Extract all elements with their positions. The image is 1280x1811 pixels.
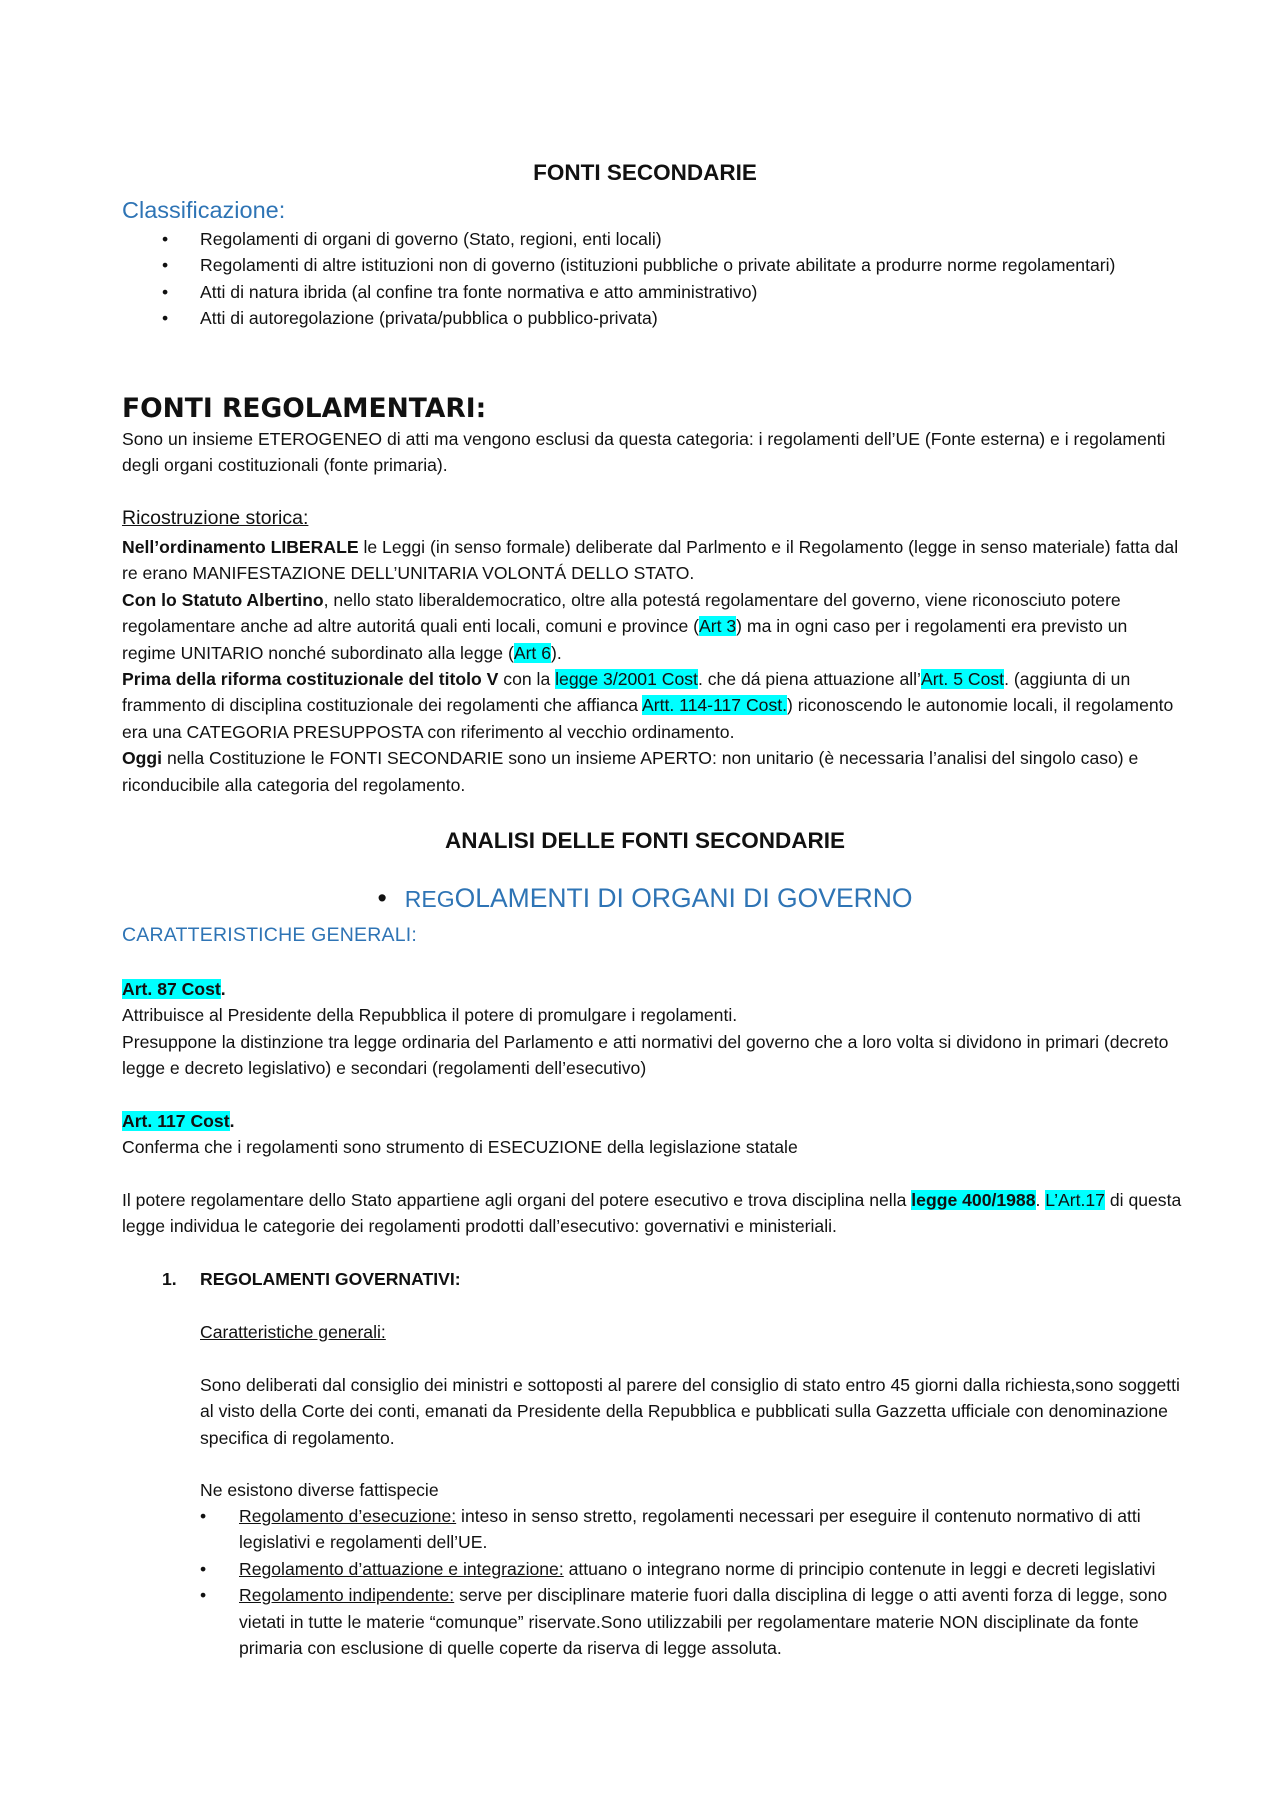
bullet-icon: • [162, 281, 169, 302]
bullet-icon: • [162, 229, 169, 249]
paragraph-oggi: Oggi nella Costituzione le FONTI SECONDARIE sono un insieme APERTO: non unitario (è necessaria l’analisi del singolo caso) e riconducibile alla categoria del regolamento. [122, 748, 1139, 795]
governativi-list [122, 1503, 1182, 1661]
highlight-legge-3-2001: legge 3/2001 Cost [555, 669, 698, 690]
highlight-artt-114-117: Artt. 114-117 Cost. [641, 695, 788, 716]
highlight-art3: Art 3 [699, 616, 737, 637]
highlight-art5: Art. 5 Cost [920, 669, 1005, 690]
bullet-icon: • [200, 1506, 207, 1526]
analisi-heading: ANALISI DELLE FONTI SECONDARIE [444, 828, 845, 853]
highlight-art6: Art 6 [513, 642, 551, 663]
art87-block: Art. 87 Cost. Attribuisce al Presidente della Repubblica il potere di promulgare i regolamenti. Presuppone la distinzione tra legge ordinaria del Parlamento e atti normativi del governo che a loro volta si dividono in primari (decreto legge e decreto legislativo) e secondari (regolamenti dell’esecutivo) [122, 976, 1182, 1082]
regolamenti-governo-heading: • REGOLAMENTI DI ORGANI DI GOVERNO [377, 883, 913, 913]
bullet-icon: • [162, 255, 169, 276]
art87-title: Art. 87 Cost. [122, 979, 226, 999]
bullet-icon: • [200, 1558, 207, 1579]
ricostruzione-body [122, 534, 1182, 798]
potere-regolamentare-paragraph: Il potere regolamentare dello Stato appartiene agli organi del potere esecutivo e trova disciplina nella legge 400/1988. L’Art.17 di questa legge individua le categorie dei regolamenti prodotti dall’esecutivo: governativi e ministeriali. [122, 1190, 1182, 1237]
classificazione-heading: Classificazione: [122, 197, 286, 223]
governativi-sub: Caratteristiche generali: [200, 1322, 386, 1342]
bullet-icon: • [162, 308, 169, 329]
paragraph-riforma: Prima della riforma costituzionale del titolo V con la legge 3/2001 Cost. che dá piena attuazione all’Art. 5 Cost. (aggiunta di un frammento di disciplina costituzionale dei regolamenti che affianca Artt. 114-117 Cost.) riconoscendo le autonomie locali, il regolamento era una CATEGORIA PRESUPPOSTA con riferimento al vecchio ordinamento. [122, 669, 1174, 742]
governativi-text: Sono deliberati dal consiglio dei ministri e sottoposti al parere del consiglio di stato entro 45 giorni dalla richiesta,sono soggetti al visto della Corte dei conti, emanati da Presidente della Repubblica e pubblicati sulla Gazzetta ufficiale con denominazione specifica di regolamento. [200, 1375, 1180, 1448]
list-item: • Regolamento indipendente: serve per disciplinare materie fuori dalla disciplina di legge o atti aventi forza di legge, sono vietati in tutte le materie “comunque” riservate.Sono utilizzabili per regolamentare materie NON disciplinate da fonte primaria con esclusione di quelle coperte da riserva di legge assoluta. [122, 1582, 1182, 1661]
art117-title: Art. 117 Cost. [122, 1111, 235, 1131]
bullet-icon: • [377, 883, 387, 913]
list-item: • Atti di autoregolazione (privata/pubblica o pubblico-privata) [122, 305, 1182, 331]
list-item: • Regolamenti di altre istituzioni non di governo (istituzioni pubbliche o private abilitate a produrre norme regolamentari) [122, 252, 1182, 278]
art117-block: Art. 117 Cost. Conferma che i regolamenti sono strumento di ESECUZIONE della legislazione statale [122, 1108, 1182, 1161]
paragraph-liberale: Nell’ordinamento LIBERALE le Leggi (in senso formale) deliberate dal Parlmento e il Regolamento (legge in senso materiale) fatta dal re erano MANIFESTAZIONE DELL’UNITARIA VOLONTÁ DELLO STATO. [122, 537, 1179, 584]
list-number: 1. [162, 1269, 177, 1289]
highlight-art17: L’Art.17 [1045, 1190, 1105, 1210]
highlight-legge-400-1988: legge 400/1988 [911, 1190, 1036, 1210]
fonti-regolamentari-heading: FONTI REGOLAMENTARI: [122, 393, 487, 424]
governativi-intro: Ne esistono diverse fattispecie [200, 1480, 439, 1500]
list-item: • Atti di natura ibrida (al confine tra fonte normativa e atto amministrativo) [122, 279, 1182, 305]
caratteristiche-generali-heading: CARATTERISTICHE GENERALI: [122, 924, 418, 946]
list-item: • Regolamento d’esecuzione: inteso in senso stretto, regolamenti necessari per eseguire il contenuto normativo di atti legislativi e regolamenti dell’UE. [122, 1503, 1182, 1556]
document-page: FONTI SECONDARIE Classificazione: • Regolamenti di organi di governo (Stato, regioni, enti locali) • Regolamenti di altre istituzioni non di governo (istituzioni pubbliche o private abilitate a produrre norme regolamentari) • Atti di natura ibrida (al confine tra fonte normativa e atto amministrativo) • Atti di autoregolazione (privata/pubblica o pubblico-privata) FONTI REGOLAMENTARI: Sono un insieme ETEROGENEO di atti ma vengono esclusi da questa categoria: i regolamenti dell’UE (Fonte esterna) e i regolamenti degli organi costituzionali (fonte primaria). Ricostruzione storica: Nell’ordinamento LIBERALE le Leggi (in senso formale) deliberate dal Parlmento e il Regolamento (legge in senso materiale) fatta dal re erano MANIFESTAZIONE DELL’UNITARIA VOLONTÁ DELLO STATO. Con lo Statuto Albertino, nello stato liberaldemocratico, oltre alla potestá regolamentare del governo, viene riconosciuto potere regolamentare anche ad altre autoritá quali enti locali, comuni e province (Art 3) ma in ogni caso per i regolamenti era previsto un regime UNITARIO nonché subordinato alla legge (Art 6). Prima della riforma costituzionale del titolo V con la legge 3/2001 Cost. che dá piena attuazione all’Art. 5 Cost. (aggiunta di un frammento di disciplina costituzionale dei regolamenti che affianca Artt. 114-117 Cost.) riconoscendo le autonomie locali, il regolamento era una CATEGORIA PRESUPPOSTA con riferimento al vecchio ordinamento. Oggi nella Costituzione le FONTI SECONDARIE sono un insieme APERTO: non unitario (è necessaria l’analisi del singolo caso) e riconducibile alla categoria del regolamento. ANALISI DELLE FONTI SECONDARIE • REGOLAMENTI DI ORGANI DI GOVERNO CARATTERISTICHE GENERALI: Art. 87 Cost. Attribuisce al Presidente della Repubblica il potere di promulgare i regolamenti. Presuppone la distinzione tra legge ordinaria del Parlamento e atti normativi del governo che a loro volta si dividono in primari (decreto legge e decreto legislativo) e secondari (regolamenti dell’esecutivo) Art. 117 Cost. Conferma che i regolamenti sono strumento di ESECUZIONE della legislazione statale Il potere regolamentare dello Stato appartiene agli organi del potere esecutivo e trova disciplina nella legge 400/1988. L’Art.17 di questa legge individua le categorie dei regolamenti prodotti dall’esecutivo: governativi e ministeriali. 1. REGOLAMENTI GOVERNATIVI: Caratteristiche generali: Sono deliberati dal consiglio dei ministri e sottoposti al parere del consiglio di stato entro 45 giorni dalla richiesta,sono soggetti al visto della Corte dei conti, emanati da Presidente della Repubblica e pubblicati sulla Gazzetta ufficiale con denominazione specifica di regolamento. Ne esistono diverse fattispecie • Regolamento d’esecuzione: inteso in senso stretto, regolamenti necessari per eseguire il contenuto normativo di atti legislativi e regolamenti dell’UE. • Regolamento d’attuazione e integrazione: attuano o integrano norme di principio contenute in leggi e decreti legislativi • Regolamento indipendente: serve per disciplinare materie fuori dalla disciplina di legge o atti aventi forza di legge, sono vietati in tutte le materie “comunque” riservate.Sono utilizzabili per regolamentare materie NON disciplinate da fonte primaria con esclusione di quelle coperte da riserva di legge assoluta. [0, 0, 1280, 1811]
ricostruzione-heading: Ricostruzione storica: [122, 507, 309, 529]
paragraph-statuto: Con lo Statuto Albertino, nello stato liberaldemocratico, oltre alla potestá regolamentare del governo, viene riconosciuto potere regolamentare anche ad altre autoritá quali enti locali, comuni e province (Art 3) ma in ogni caso per i regolamenti era previsto un regime UNITARIO nonché subordinato alla legge (Art 6). [122, 589, 1128, 663]
list-item: • Regolamenti di organi di governo (Stato, regioni, enti locali) [122, 226, 1182, 252]
bullet-icon: • [200, 1585, 207, 1606]
page-title: FONTI SECONDARIE [533, 160, 757, 185]
list-item: • Regolamento d’attuazione e integrazione: attuano o integrano norme di principio contenute in leggi e decreti legislativi [122, 1556, 1182, 1582]
classificazione-list [122, 226, 1182, 332]
fonti-regolamentari-text: Sono un insieme ETEROGENEO di atti ma vengono esclusi da questa categoria: i regolamenti dell’UE (Fonte esterna) e i regolamenti degli organi costituzionali (fonte primaria). [122, 429, 1166, 476]
